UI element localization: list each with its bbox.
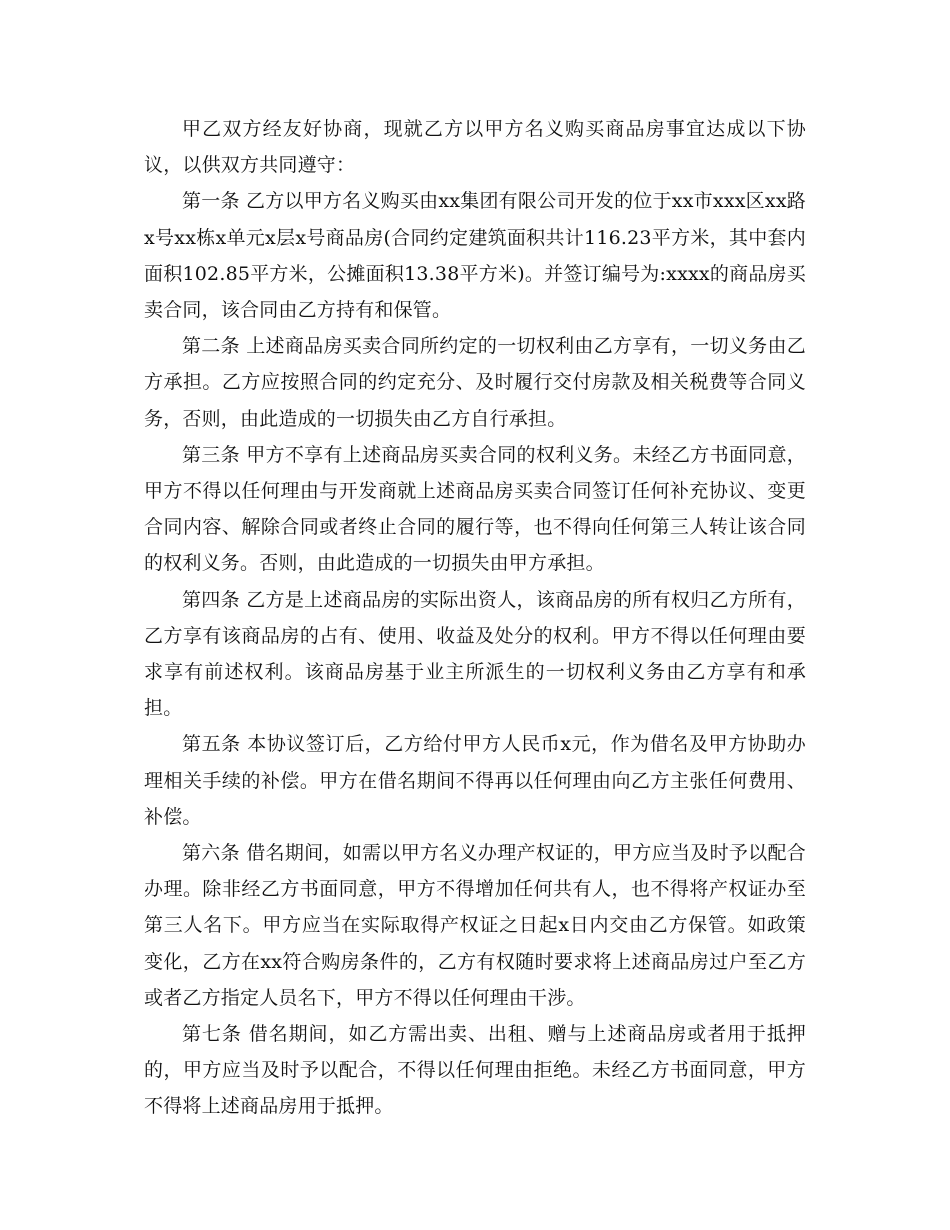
- paragraph-article-1: 第一条 乙方以甲方名义购买由xx集团有限公司开发的位于xx市xxx区xx路x号xx栋x单元x层x号商品房(合同约定建筑面积共计116.23平方米，其中套内面积102.85平方米，公摊面积13.38平方米)。并签订编号为:xxxx的商品房买卖合同，该合同由乙方持有和保管。: [144, 190, 806, 322]
- paragraph-article-7: 第七条 借名期间，如乙方需出卖、出租、赠与上述商品房或者用于抵押的，甲方应当及时予以配合，不得以任何理由拒绝。未经乙方书面同意，甲方不得将上述商品房用于抵押。: [144, 1023, 806, 1118]
- paragraph-article-4: 第四条 乙方是上述商品房的实际出资人，该商品房的所有权归乙方所有，乙方享有该商品房的占有、使用、收益及处分的权利。甲方不得以任何理由要求享有前述权利。该商品房基于业主所派生的一切权利义务由乙方享有和承担。: [144, 588, 806, 720]
- paragraph-article-6: 第六条 借名期间，如需以甲方名义办理产权证的，甲方应当及时予以配合办理。除非经乙方书面同意，甲方不得增加任何共有人，也不得将产权证办至第三人名下。甲方应当在实际取得产权证之日起x日内交由乙方保管。如政策变化，乙方在xx符合购房条件的，乙方有权随时要求将上述商品房过户至乙方或者乙方指定人员名下，甲方不得以任何理由干涉。: [144, 842, 806, 1009]
- paragraph-preamble: 甲乙双方经友好协商，现就乙方以甲方名义购买商品房事宜达成以下协议，以供双方共同遵守：: [144, 118, 806, 177]
- paragraph-article-3: 第三条 甲方不享有上述商品房买卖合同的权利义务。未经乙方书面同意，甲方不得以任何理由与开发商就上述商品房买卖合同签订任何补充协议、变更合同内容、解除合同或者终止合同的履行等，也不得向任何第三人转让该合同的权利义务。否则，由此造成的一切损失由甲方承担。: [144, 443, 806, 575]
- paragraph-article-5: 第五条 本协议签订后，乙方给付甲方人民币x元，作为借名及甲方协助办理相关手续的补偿。甲方在借名期间不得再以任何理由向乙方主张任何费用、补偿。: [144, 733, 806, 828]
- paragraph-article-2: 第二条 上述商品房买卖合同所约定的一切权利由乙方享有，一切义务由乙方承担。乙方应按照合同的约定充分、及时履行交付房款及相关税费等合同义务，否则，由此造成的一切损失由乙方自行承担。: [144, 335, 806, 430]
- document-body: [144, 111, 806, 1125]
